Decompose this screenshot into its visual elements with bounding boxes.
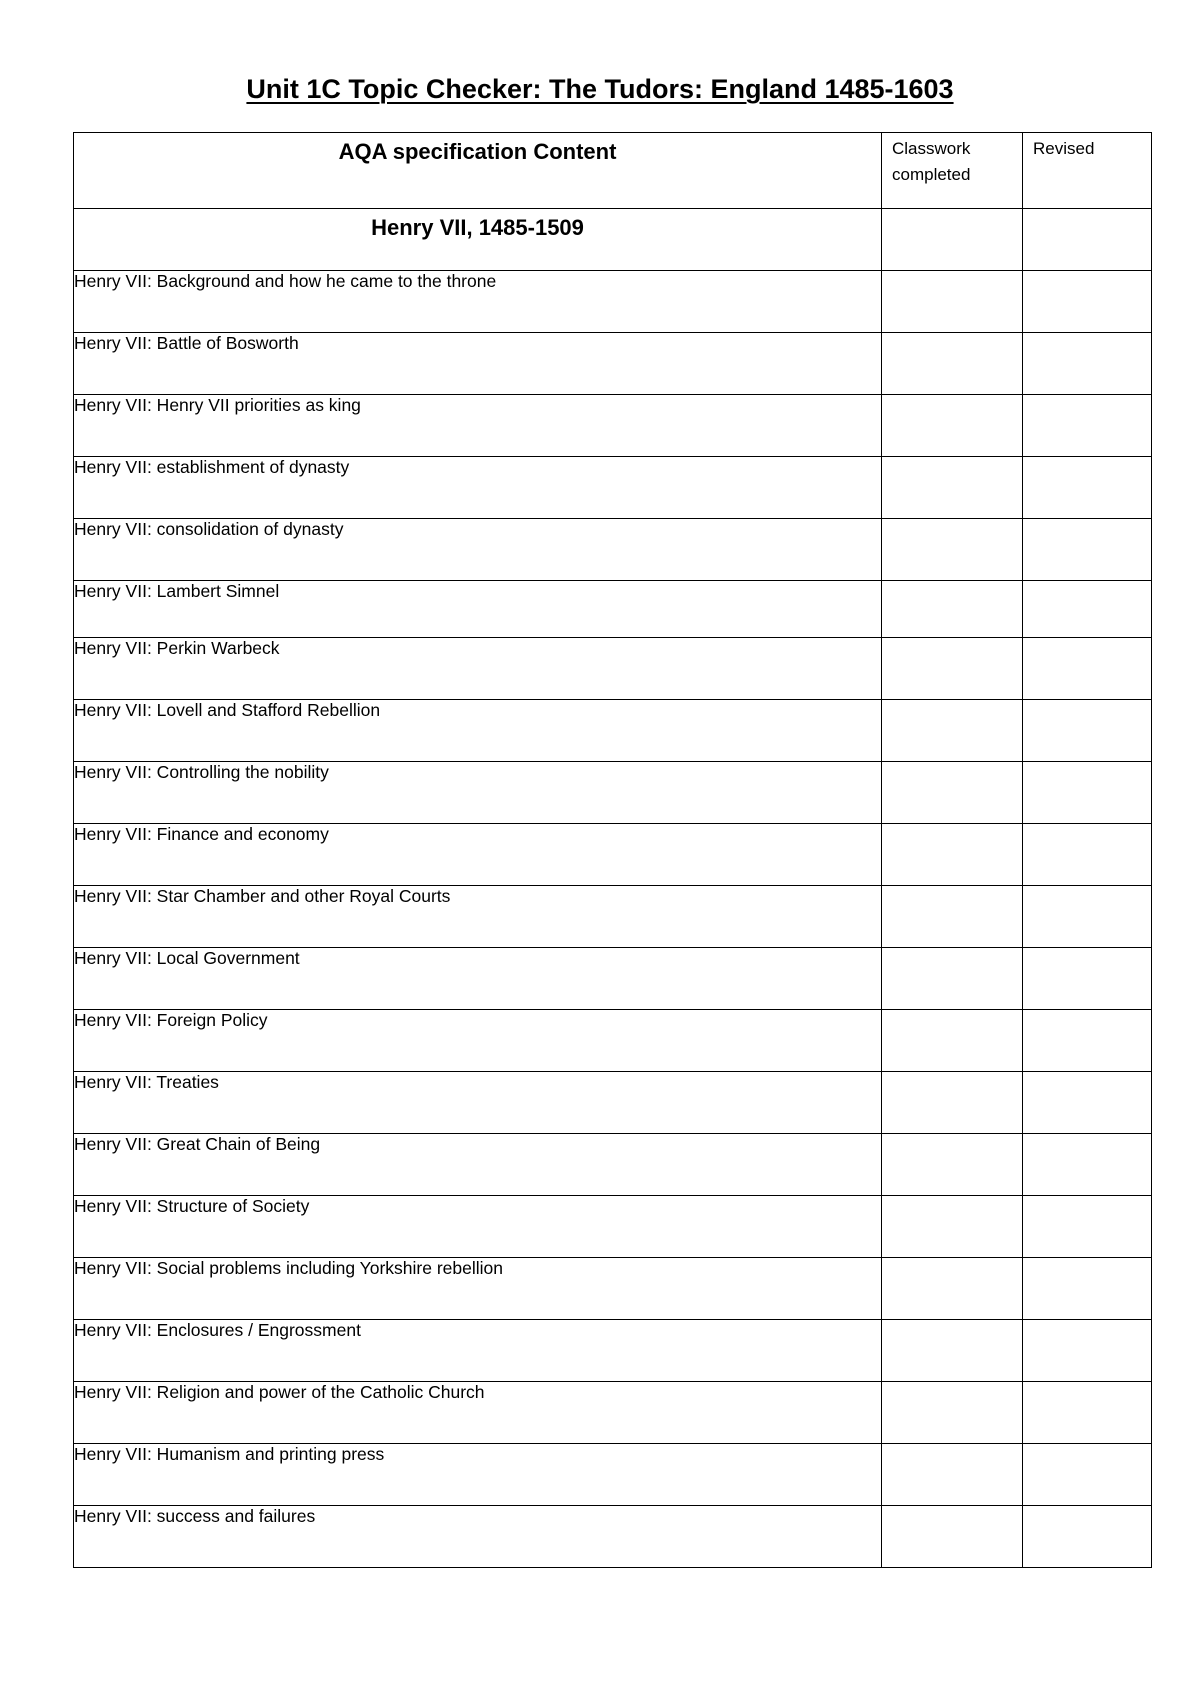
classwork-header-cell bbox=[882, 133, 1023, 209]
table-row bbox=[74, 271, 1152, 333]
topic-cell bbox=[74, 1072, 882, 1134]
revised-checkbox-cell[interactable] bbox=[1023, 581, 1152, 638]
revised-checkbox-cell[interactable] bbox=[1023, 1444, 1152, 1506]
table-row bbox=[74, 457, 1152, 519]
section-title: Henry VII, 1485-1509 bbox=[371, 215, 584, 240]
topic-prefix: Henry VII: bbox=[74, 1258, 152, 1278]
topic-text: Religion and power of the Catholic Church bbox=[151, 1382, 485, 1402]
section-row bbox=[74, 209, 1152, 271]
revised-checkbox-cell[interactable] bbox=[1023, 395, 1152, 457]
topic-checker-table bbox=[73, 132, 1152, 1568]
table-row bbox=[74, 1134, 1152, 1196]
table-row bbox=[74, 638, 1152, 700]
table-row bbox=[74, 581, 1152, 638]
topic-text: Battle of Bosworth bbox=[151, 333, 299, 353]
classwork-checkbox-cell[interactable] bbox=[882, 948, 1023, 1010]
classwork-checkbox-cell[interactable] bbox=[882, 1134, 1023, 1196]
classwork-checkbox-cell[interactable] bbox=[882, 638, 1023, 700]
topic-prefix: Henry VII: bbox=[74, 1320, 152, 1340]
topic-cell bbox=[74, 638, 882, 700]
table-row bbox=[74, 333, 1152, 395]
table-row bbox=[74, 1382, 1152, 1444]
classwork-checkbox-cell[interactable] bbox=[882, 1320, 1023, 1382]
classwork-checkbox-cell[interactable] bbox=[882, 457, 1023, 519]
topic-prefix: Henry VII: bbox=[74, 519, 152, 539]
topic-prefix: Henry VII: bbox=[74, 1072, 152, 1092]
classwork-header: Classwork completed bbox=[892, 139, 971, 184]
topic-cell bbox=[74, 519, 882, 581]
content-header: AQA specification Content bbox=[338, 139, 617, 164]
topic-prefix: Henry VII: bbox=[74, 824, 152, 844]
classwork-checkbox-cell[interactable] bbox=[882, 271, 1023, 333]
topic-text: Humanism and printing press bbox=[151, 1444, 385, 1464]
section-revised-cell[interactable] bbox=[1023, 209, 1152, 271]
topic-prefix: Henry VII: bbox=[74, 762, 152, 782]
classwork-checkbox-cell[interactable] bbox=[882, 581, 1023, 638]
topic-prefix: Henry VII: bbox=[74, 581, 152, 601]
topic-cell bbox=[74, 1506, 882, 1568]
classwork-checkbox-cell[interactable] bbox=[882, 395, 1023, 457]
topic-text: Structure of Society bbox=[151, 1196, 310, 1216]
page-title: Unit 1C Topic Checker: The Tudors: England 1485-1603 bbox=[246, 74, 954, 104]
topic-cell bbox=[74, 1444, 882, 1506]
topic-prefix: Henry VII: bbox=[74, 1382, 152, 1402]
revised-checkbox-cell[interactable] bbox=[1023, 948, 1152, 1010]
topic-prefix: Henry VII: bbox=[74, 1506, 152, 1526]
topic-cell bbox=[74, 1258, 882, 1320]
table-row bbox=[74, 1196, 1152, 1258]
topic-cell bbox=[74, 700, 882, 762]
revised-header: Revised bbox=[1033, 139, 1095, 158]
table-row bbox=[74, 1320, 1152, 1382]
classwork-checkbox-cell[interactable] bbox=[882, 1444, 1023, 1506]
topic-cell bbox=[74, 1010, 882, 1072]
classwork-checkbox-cell[interactable] bbox=[882, 886, 1023, 948]
revised-header-cell bbox=[1023, 133, 1152, 209]
revised-checkbox-cell[interactable] bbox=[1023, 762, 1152, 824]
classwork-checkbox-cell[interactable] bbox=[882, 1258, 1023, 1320]
table-row bbox=[74, 762, 1152, 824]
classwork-checkbox-cell[interactable] bbox=[882, 333, 1023, 395]
topic-cell bbox=[74, 1320, 882, 1382]
topic-text: Star Chamber and other Royal Courts bbox=[151, 886, 451, 906]
topic-cell bbox=[74, 762, 882, 824]
topic-prefix: Henry VII: bbox=[74, 271, 152, 291]
topic-cell bbox=[74, 948, 882, 1010]
topic-cell bbox=[74, 1382, 882, 1444]
revised-checkbox-cell[interactable] bbox=[1023, 1382, 1152, 1444]
topic-prefix: Henry VII: bbox=[74, 1196, 152, 1216]
table-row bbox=[74, 1072, 1152, 1134]
topic-text: Enclosures / Engrossment bbox=[151, 1320, 361, 1340]
classwork-checkbox-cell[interactable] bbox=[882, 1072, 1023, 1134]
topic-cell bbox=[74, 1196, 882, 1258]
classwork-checkbox-cell[interactable] bbox=[882, 824, 1023, 886]
topic-cell bbox=[74, 271, 882, 333]
revised-checkbox-cell[interactable] bbox=[1023, 638, 1152, 700]
classwork-checkbox-cell[interactable] bbox=[882, 1196, 1023, 1258]
topic-text: success and failures bbox=[151, 1506, 316, 1526]
topic-prefix: Henry VII: bbox=[74, 1134, 152, 1154]
classwork-checkbox-cell[interactable] bbox=[882, 762, 1023, 824]
table-body bbox=[74, 133, 1152, 1568]
topic-text: Foreign Policy bbox=[151, 1010, 268, 1030]
topic-prefix: Henry VII: bbox=[74, 457, 152, 477]
topic-prefix: Henry VII: bbox=[74, 948, 152, 968]
revised-checkbox-cell[interactable] bbox=[1023, 824, 1152, 886]
revised-checkbox-cell[interactable] bbox=[1023, 1072, 1152, 1134]
topic-text: Great Chain of Being bbox=[151, 1134, 321, 1154]
topic-cell bbox=[74, 457, 882, 519]
topic-prefix: Henry VII: bbox=[74, 700, 152, 720]
topic-cell bbox=[74, 1134, 882, 1196]
table-row bbox=[74, 886, 1152, 948]
topic-cell bbox=[74, 333, 882, 395]
topic-prefix: Henry VII: bbox=[74, 333, 152, 353]
topic-text: Perkin Warbeck bbox=[151, 638, 280, 658]
revised-checkbox-cell[interactable] bbox=[1023, 1134, 1152, 1196]
header-row bbox=[74, 133, 1152, 209]
content-header-cell bbox=[74, 133, 882, 209]
topic-cell bbox=[74, 824, 882, 886]
revised-checkbox-cell[interactable] bbox=[1023, 333, 1152, 395]
topic-text: Finance and economy bbox=[151, 824, 329, 844]
revised-checkbox-cell[interactable] bbox=[1023, 1196, 1152, 1258]
table-row bbox=[74, 1258, 1152, 1320]
topic-text: Background and how he came to the throne bbox=[151, 271, 497, 291]
table-row bbox=[74, 948, 1152, 1010]
topic-cell bbox=[74, 395, 882, 457]
revised-checkbox-cell[interactable] bbox=[1023, 1010, 1152, 1072]
topic-prefix: Henry VII: bbox=[74, 1444, 152, 1464]
table-row bbox=[74, 395, 1152, 457]
table-row bbox=[74, 1010, 1152, 1072]
classwork-checkbox-cell[interactable] bbox=[882, 519, 1023, 581]
topic-text: Local Government bbox=[151, 948, 300, 968]
table-row bbox=[74, 700, 1152, 762]
table-row bbox=[74, 1444, 1152, 1506]
topic-text: Henry VII priorities as king bbox=[151, 395, 361, 415]
topic-cell bbox=[74, 581, 882, 638]
topic-text: consolidation of dynasty bbox=[151, 519, 344, 539]
revised-checkbox-cell[interactable] bbox=[1023, 519, 1152, 581]
topic-text: establishment of dynasty bbox=[151, 457, 350, 477]
table-row bbox=[74, 519, 1152, 581]
topic-cell bbox=[74, 886, 882, 948]
table-row bbox=[74, 1506, 1152, 1568]
topic-text: Controlling the nobility bbox=[151, 762, 329, 782]
classwork-checkbox-cell[interactable] bbox=[882, 700, 1023, 762]
topic-prefix: Henry VII: bbox=[74, 1010, 152, 1030]
table-row bbox=[74, 824, 1152, 886]
revised-checkbox-cell[interactable] bbox=[1023, 1320, 1152, 1382]
topic-text: Lovell and Stafford Rebellion bbox=[151, 700, 381, 720]
topic-prefix: Henry VII: bbox=[74, 395, 152, 415]
topic-text: Social problems including Yorkshire rebellion bbox=[151, 1258, 503, 1278]
revised-checkbox-cell[interactable] bbox=[1023, 457, 1152, 519]
topic-prefix: Henry VII: bbox=[74, 886, 152, 906]
revised-checkbox-cell[interactable] bbox=[1023, 1258, 1152, 1320]
topic-prefix: Henry VII: bbox=[74, 638, 152, 658]
revised-checkbox-cell[interactable] bbox=[1023, 1506, 1152, 1568]
revised-checkbox-cell[interactable] bbox=[1023, 886, 1152, 948]
section-title-cell bbox=[74, 209, 882, 271]
revised-checkbox-cell[interactable] bbox=[1023, 700, 1152, 762]
topic-text: Lambert Simnel bbox=[151, 581, 280, 601]
classwork-checkbox-cell[interactable] bbox=[882, 1506, 1023, 1568]
revised-checkbox-cell[interactable] bbox=[1023, 271, 1152, 333]
section-classwork-cell[interactable] bbox=[882, 209, 1023, 271]
classwork-checkbox-cell[interactable] bbox=[882, 1010, 1023, 1072]
topic-text: Treaties bbox=[151, 1072, 219, 1092]
classwork-checkbox-cell[interactable] bbox=[882, 1382, 1023, 1444]
